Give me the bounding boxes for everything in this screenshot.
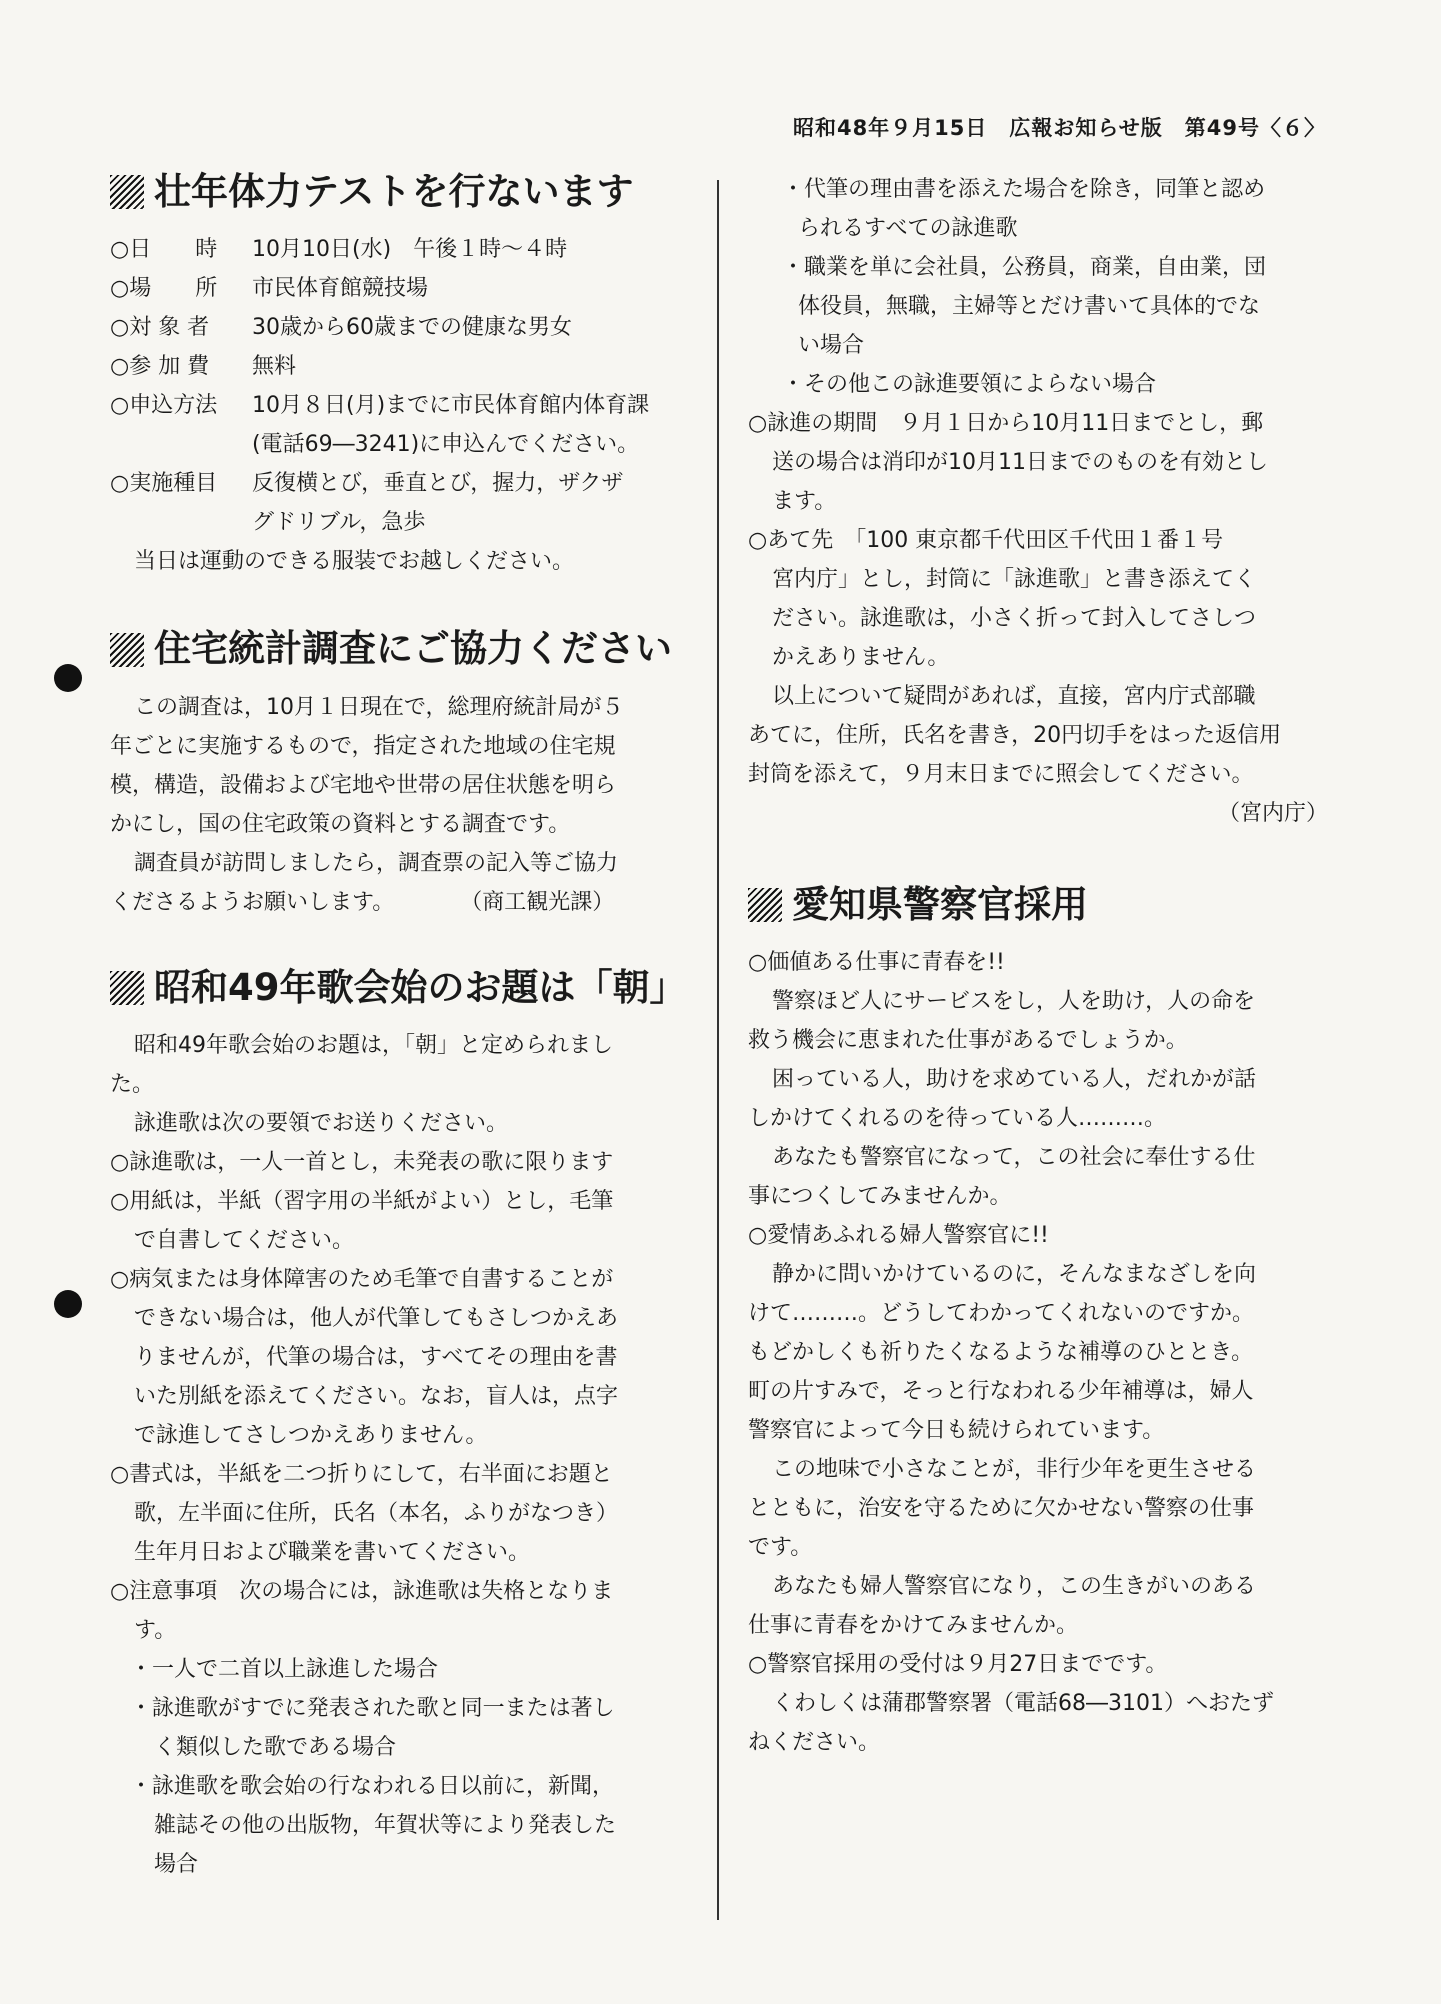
row-value: 30歳から60歳までの健康な男女 [252,315,572,341]
row-label: ○参 加 費 [110,354,210,380]
fitness-title: 壮年体力テストを行ないます [154,170,634,213]
right-column [748,170,1328,1762]
body-line: この地味で小さなことが，非行少年を更生させる [772,1457,1257,1483]
bullet-line: ・職業を単に会社員，公務員，商業，自由業，団 [782,255,1267,280]
body-line: ○注意事項 次の場合には，詠進歌は失格となりま [110,1579,614,1605]
body-line: 警察官によって今日も続けられています。 [748,1418,1165,1444]
housing-title: 住宅統計調査にご協力ください [154,627,672,671]
body-line: あなたも婦人警察官になり，この生きがいのある [772,1574,1257,1600]
body-line: ます。 [772,489,837,514]
bullet-line: ・詠進歌を歌会始の行なわれる日以前に，新聞， [130,1774,615,1800]
row-label: ○対 象 者 [110,315,210,341]
row-value: 10月10日(水) 午後１時～４時 [252,237,568,263]
row-value: 反復横とび，垂直とび，握力，ザクザ [252,471,624,497]
body-line: ○用紙は，半紙（習字用の半紙がよい）とし，毛筆 [110,1189,614,1215]
housing-section [110,627,690,921]
body-line: くださるようお願いします。 （商工観光課） [110,889,615,915]
info-row [110,386,690,425]
body-line: くわしくは蒲郡警察署（電話68―3101）へおたず [772,1691,1274,1717]
hatch-icon [110,633,144,667]
bullet-line: ・その他この詠進要領によらない場合 [782,372,1157,397]
bullet-line: ・一人で二首以上詠進した場合 [130,1657,439,1683]
bullet-cont: 体役員，無職，主婦等とだけ書いて具体的でな [798,294,1261,319]
body-line: 生年月日および職業を書いてください。 [134,1540,531,1566]
bullet-line: ・詠進歌がすでに発表された歌と同一または著し [130,1696,615,1722]
body-line: けて………。どうしてわかってくれないのですか。 [748,1301,1255,1327]
body-line: 模，構造，設備および宅地や世帯の居住状態を明ら [110,772,617,798]
bullet-cont: く類似した歌である場合 [154,1735,397,1761]
body-line: りませんが，代筆の場合は，すべてその理由を書 [134,1345,618,1371]
housing-heading [110,627,690,671]
fitness-section [110,170,690,581]
body-line: いた別紙を添えてください。なお，盲人は，点字 [134,1384,619,1410]
body-line: た。 [110,1072,155,1098]
body-line: ○詠進歌は，一人一首とし，未発表の歌に限ります [110,1150,614,1176]
body-line: ○価値ある仕事に青春を!! [748,950,1005,976]
body-line: 宮内庁」とし，封筒に「詠進歌」と書き添えてく [772,567,1257,592]
row-value: グドリブル，急歩 [252,510,426,536]
body-line: 年ごとに実施するもので，指定された地域の住宅規 [110,733,616,759]
body-line: す。 [134,1618,177,1644]
police-title: 愛知県警察官採用 [792,883,1088,926]
poem-section [110,966,690,1884]
fitness-note: 当日は運動のできる服装でお越しください。 [134,549,575,575]
body-line: ○病気または身体障害のため毛筆で自書することが [110,1267,614,1293]
bullet-cont: い場合 [798,333,865,358]
body-line: ○あて先 「100 東京都千代田区千代田１番１号 [748,528,1224,553]
punch-hole-2 [54,1290,82,1318]
poem-continued [748,170,1328,833]
body-line: 困っている人，助けを求めている人，だれかが話 [772,1067,1257,1093]
row-value: 市民体育館競技場 [252,276,429,302]
info-row [110,347,690,386]
page-header: 昭和48年９月15日 広報お知らせ版 第49号〈６〉 [792,116,1326,140]
body-line: 歌，左半面に住所，氏名（本名，ふりがなつき） [134,1501,619,1527]
row-value: 10月８日(月)までに市民体育館内体育課 [252,393,650,419]
body-line: 仕事に青春をかけてみませんか。 [748,1613,1079,1639]
body-line: かえありません。 [772,645,950,670]
info-row [110,269,690,308]
poem-title: 昭和49年歌会始のお題は「朝」 [154,965,687,1009]
body-line: 警察ほど人にサービスをし，人を助け，人の命を [772,989,1256,1015]
bullet-cont: 雑誌その他の出版物，年賀状等により発表した [154,1813,617,1839]
poem-heading [110,966,690,1010]
source-credit: （宮内庁） [1217,801,1328,826]
body-line: 封筒を添えて，９月末日までに照会してください。 [748,762,1254,787]
row-label: ○日 時 [110,237,218,263]
info-row [110,464,690,503]
body-line: 詠進歌は次の要領でお送りください。 [134,1111,509,1137]
body-line: とともに，治安を守るために欠かせない警察の仕事 [748,1496,1255,1522]
hatch-icon [110,175,144,209]
info-row [110,230,690,269]
row-label: ○申込方法 [110,393,218,419]
body-line: 事につくしてみませんか。 [748,1184,1012,1210]
fitness-heading [110,170,690,214]
column-divider [717,180,719,1920]
body-line: です。 [748,1535,813,1561]
row-value: 無料 [252,354,297,380]
row-value: (電話69―3241)に申込んでください。 [252,432,640,458]
body-line: しかけてくれるのを待っている人………。 [748,1106,1167,1132]
row-label [110,425,252,464]
body-line: で詠進してさしつかえありません。 [134,1423,488,1449]
body-line: ○愛情あふれる婦人警察官に!! [748,1223,1049,1249]
hatch-icon [748,888,782,922]
body-line: で自書してください。 [134,1228,355,1254]
body-line: あてに，住所，氏名を書き，20円切手をはった返信用 [748,723,1282,748]
body-line: あなたも警察官になって，この社会に奉仕する仕 [772,1145,1256,1171]
info-row [110,308,690,347]
body-line: ○詠進の期間 ９月１日から10月11日までとし，郵 [748,411,1264,436]
body-line: ださい。詠進歌は，小さく折って封入してさしつ [772,606,1257,631]
body-line: 静かに問いかけているのに，そんなまなざしを向 [772,1262,1257,1288]
body-line: 以上について疑問があれば，直接，宮内庁式部職 [772,684,1256,709]
bullet-line: ・代筆の理由書を添えた場合を除き，同筆と認め [782,177,1266,202]
bullet-cont: られるすべての詠進歌 [798,216,1018,241]
body-line: 送の場合は消印が10月11日までのものを有効とし [772,450,1268,475]
info-row [110,503,690,542]
punch-hole-1 [54,664,82,692]
body-line: かにし，国の住宅政策の資料とする調査です。 [110,811,571,837]
body-line: この調査は，10月１日現在で，総理府統計局が５ [134,694,624,720]
row-label: ○実施種目 [110,471,218,497]
police-heading [748,883,1328,927]
body-line: 昭和49年歌会始のお題は，「朝」と定められまし [134,1033,613,1059]
body-line: ねください。 [748,1730,881,1756]
hatch-icon [110,971,144,1005]
body-line: 救う機会に恵まれた仕事があるでしょうか。 [748,1028,1188,1054]
left-column [110,170,690,1884]
body-line: 町の片すみで，そっと行なわれる少年補導は，婦人 [748,1379,1254,1405]
body-line: ○書式は，半紙を二つ折りにして，右半面にお題と [110,1462,613,1488]
row-label [110,503,252,542]
body-line: もどかしくも祈りたくなるような補導のひととき。 [748,1340,1254,1366]
body-line: ○警察官採用の受付は９月27日までです。 [748,1652,1168,1678]
row-label: ○場 所 [110,276,218,302]
info-row [110,425,690,464]
bullet-cont: 場合 [154,1852,199,1878]
body-line: できない場合は，他人が代筆してもさしつかえあ [134,1306,619,1332]
body-line: 調査員が訪問しましたら，調査票の記入等ご協力 [134,850,619,876]
police-section [748,883,1328,1762]
